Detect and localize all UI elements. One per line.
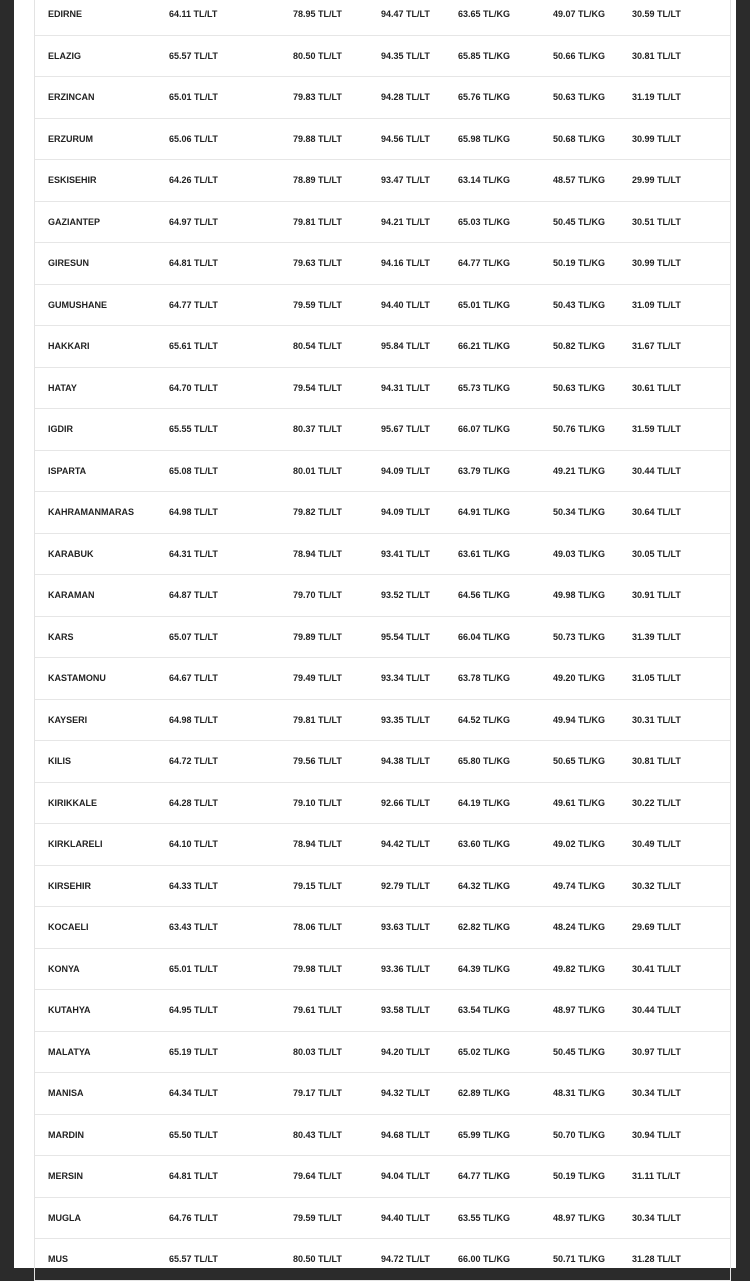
table-row [35, 368, 730, 410]
price-cell: 79.49 TL/LT [293, 673, 342, 684]
price-cell: 49.98 TL/KG [553, 590, 606, 601]
price-cell: 79.81 TL/LT [293, 216, 342, 227]
price-cell: 50.76 TL/KG [553, 424, 606, 435]
price-cell: 65.57 TL/LT [169, 1254, 218, 1265]
price-cell: 64.87 TL/LT [169, 590, 218, 601]
price-cell: 80.03 TL/LT [293, 1046, 342, 1057]
price-cell: 65.06 TL/LT [169, 133, 218, 144]
price-cell: 64.77 TL/KG [458, 1171, 511, 1182]
price-cell: 49.21 TL/KG [553, 465, 606, 476]
city-cell: MERSIN [48, 1171, 84, 1182]
price-cell: 79.81 TL/LT [293, 714, 342, 725]
price-cell: 30.61 TL/LT [632, 382, 681, 393]
table-row [35, 1198, 730, 1240]
price-cell: 50.66 TL/KG [553, 50, 606, 61]
price-cell: 30.81 TL/LT [632, 50, 681, 61]
table-row [35, 990, 730, 1032]
price-cell: 64.98 TL/LT [169, 714, 218, 725]
price-cell: 94.21 TL/LT [381, 216, 430, 227]
price-cell: 79.70 TL/LT [293, 590, 342, 601]
price-cell: 78.06 TL/LT [293, 922, 342, 933]
price-cell: 79.63 TL/LT [293, 258, 342, 269]
price-cell: 65.85 TL/KG [458, 50, 511, 61]
table-row [35, 700, 730, 742]
price-cell: 50.19 TL/KG [553, 1171, 606, 1182]
price-cell: 63.79 TL/KG [458, 465, 511, 476]
price-cell: 49.07 TL/KG [553, 9, 606, 20]
price-cell: 64.39 TL/KG [458, 963, 511, 974]
price-cell: 92.66 TL/LT [381, 797, 430, 808]
price-cell: 64.33 TL/LT [169, 880, 218, 891]
price-cell: 94.31 TL/LT [381, 382, 430, 393]
price-cell: 65.19 TL/LT [169, 1046, 218, 1057]
price-cell: 80.43 TL/LT [293, 1129, 342, 1140]
price-cell: 93.58 TL/LT [381, 1005, 430, 1016]
price-cell: 66.00 TL/KG [458, 1254, 511, 1265]
price-cell: 64.26 TL/LT [169, 175, 218, 186]
price-cell: 49.74 TL/KG [553, 880, 606, 891]
price-cell: 30.99 TL/LT [632, 258, 681, 269]
price-cell: 49.94 TL/KG [553, 714, 606, 725]
price-cell: 93.34 TL/LT [381, 673, 430, 684]
price-cell: 49.82 TL/KG [553, 963, 606, 974]
city-cell: HATAY [48, 382, 77, 393]
price-cell: 30.81 TL/LT [632, 756, 681, 767]
price-cell: 50.45 TL/KG [553, 216, 606, 227]
price-cell: 49.61 TL/KG [553, 797, 606, 808]
price-cell: 64.81 TL/LT [169, 258, 218, 269]
table-row [35, 0, 730, 36]
price-cell: 93.36 TL/LT [381, 963, 430, 974]
price-cell: 64.67 TL/LT [169, 673, 218, 684]
table-row [35, 949, 730, 991]
price-cell: 79.98 TL/LT [293, 963, 342, 974]
price-cell: 30.97 TL/LT [632, 1046, 681, 1057]
table-row [35, 160, 730, 202]
price-cell: 63.78 TL/KG [458, 673, 511, 684]
price-cell: 65.02 TL/KG [458, 1046, 511, 1057]
price-cell: 64.34 TL/LT [169, 1088, 218, 1099]
price-cell: 94.68 TL/LT [381, 1129, 430, 1140]
price-cell: 65.01 TL/LT [169, 92, 218, 103]
price-cell: 80.50 TL/LT [293, 50, 342, 61]
price-cell: 66.07 TL/KG [458, 424, 511, 435]
price-cell: 48.57 TL/KG [553, 175, 606, 186]
price-cell: 62.82 TL/KG [458, 922, 511, 933]
table-row [35, 492, 730, 534]
price-cell: 31.09 TL/LT [632, 299, 681, 310]
price-cell: 94.04 TL/LT [381, 1171, 430, 1182]
table-row [35, 617, 730, 659]
price-cell: 66.21 TL/KG [458, 341, 511, 352]
price-cell: 63.60 TL/KG [458, 839, 511, 850]
table-row [35, 866, 730, 908]
city-cell: MALATYA [48, 1046, 91, 1057]
table-row [35, 783, 730, 825]
city-cell: ESKISEHIR [48, 175, 97, 186]
price-cell: 49.20 TL/KG [553, 673, 606, 684]
price-cell: 65.01 TL/KG [458, 299, 511, 310]
price-cell: 79.54 TL/LT [293, 382, 342, 393]
table-row [35, 326, 730, 368]
city-cell: KOCAELI [48, 922, 89, 933]
price-cell: 79.82 TL/LT [293, 507, 342, 518]
price-cell: 65.03 TL/KG [458, 216, 511, 227]
price-cell: 80.37 TL/LT [293, 424, 342, 435]
price-cell: 79.88 TL/LT [293, 133, 342, 144]
price-cell: 93.35 TL/LT [381, 714, 430, 725]
price-cell: 94.42 TL/LT [381, 839, 430, 850]
table-row [35, 907, 730, 949]
price-cell: 65.61 TL/LT [169, 341, 218, 352]
price-cell: 63.61 TL/KG [458, 548, 511, 559]
price-cell: 79.10 TL/LT [293, 797, 342, 808]
city-cell: ERZINCAN [48, 92, 95, 103]
price-cell: 64.70 TL/LT [169, 382, 218, 393]
price-cell: 79.89 TL/LT [293, 631, 342, 642]
price-cell: 93.47 TL/LT [381, 175, 430, 186]
table-row [35, 451, 730, 493]
city-cell: ISPARTA [48, 465, 87, 476]
city-cell: KILIS [48, 756, 72, 767]
price-cell: 50.70 TL/KG [553, 1129, 606, 1140]
price-cell: 65.57 TL/LT [169, 50, 218, 61]
price-cell: 30.44 TL/LT [632, 1005, 681, 1016]
city-cell: GAZIANTEP [48, 216, 101, 227]
price-cell: 31.11 TL/LT [632, 1171, 681, 1182]
fuel-price-table [34, 0, 731, 1281]
price-cell: 64.77 TL/KG [458, 258, 511, 269]
price-cell: 64.72 TL/LT [169, 756, 218, 767]
price-cell: 65.55 TL/LT [169, 424, 218, 435]
city-cell: KASTAMONU [48, 673, 106, 684]
price-cell: 30.94 TL/LT [632, 1129, 681, 1140]
price-cell: 94.09 TL/LT [381, 465, 430, 476]
price-cell: 94.16 TL/LT [381, 258, 430, 269]
table-row [35, 119, 730, 161]
price-cell: 49.03 TL/KG [553, 548, 606, 559]
price-cell: 50.65 TL/KG [553, 756, 606, 767]
price-cell: 31.05 TL/LT [632, 673, 681, 684]
price-cell: 94.09 TL/LT [381, 507, 430, 518]
price-cell: 79.17 TL/LT [293, 1088, 342, 1099]
price-cell: 65.76 TL/KG [458, 92, 511, 103]
price-cell: 30.59 TL/LT [632, 9, 681, 20]
price-cell: 64.95 TL/LT [169, 1005, 218, 1016]
price-cell: 50.34 TL/KG [553, 507, 606, 518]
price-cell: 80.54 TL/LT [293, 341, 342, 352]
city-cell: MARDIN [48, 1129, 84, 1140]
price-cell: 94.56 TL/LT [381, 133, 430, 144]
table-row [35, 1115, 730, 1157]
table-row [35, 243, 730, 285]
price-cell: 94.35 TL/LT [381, 50, 430, 61]
price-cell: 30.22 TL/LT [632, 797, 681, 808]
price-cell: 94.32 TL/LT [381, 1088, 430, 1099]
price-cell: 64.76 TL/LT [169, 1212, 218, 1223]
price-cell: 64.97 TL/LT [169, 216, 218, 227]
price-cell: 79.56 TL/LT [293, 756, 342, 767]
price-cell: 94.40 TL/LT [381, 1212, 430, 1223]
price-cell: 63.55 TL/KG [458, 1212, 511, 1223]
price-cell: 80.01 TL/LT [293, 465, 342, 476]
price-cell: 94.47 TL/LT [381, 9, 430, 20]
price-cell: 63.54 TL/KG [458, 1005, 511, 1016]
table-row [35, 202, 730, 244]
table-row [35, 824, 730, 866]
city-cell: EDIRNE [48, 9, 83, 20]
city-cell: KIRSEHIR [48, 880, 92, 891]
price-cell: 94.20 TL/LT [381, 1046, 430, 1057]
price-cell: 50.68 TL/KG [553, 133, 606, 144]
price-cell: 50.71 TL/KG [553, 1254, 606, 1265]
price-cell: 29.99 TL/LT [632, 175, 681, 186]
table-row [35, 36, 730, 78]
price-cell: 65.80 TL/KG [458, 756, 511, 767]
price-cell: 63.14 TL/KG [458, 175, 511, 186]
price-cell: 64.28 TL/LT [169, 797, 218, 808]
city-cell: GIRESUN [48, 258, 90, 269]
price-cell: 48.97 TL/KG [553, 1005, 606, 1016]
price-cell: 31.59 TL/LT [632, 424, 681, 435]
table-row [35, 534, 730, 576]
price-cell: 30.91 TL/LT [632, 590, 681, 601]
price-cell: 50.43 TL/KG [553, 299, 606, 310]
price-cell: 50.73 TL/KG [553, 631, 606, 642]
price-cell: 79.64 TL/LT [293, 1171, 342, 1182]
price-cell: 78.89 TL/LT [293, 175, 342, 186]
city-cell: MUS [48, 1254, 68, 1265]
price-cell: 65.73 TL/KG [458, 382, 511, 393]
price-cell: 31.39 TL/LT [632, 631, 681, 642]
price-cell: 78.95 TL/LT [293, 9, 342, 20]
price-cell: 30.44 TL/LT [632, 465, 681, 476]
price-cell: 65.08 TL/LT [169, 465, 218, 476]
price-cell: 30.31 TL/LT [632, 714, 681, 725]
city-cell: GUMUSHANE [48, 299, 108, 310]
price-cell: 29.69 TL/LT [632, 922, 681, 933]
price-cell: 48.24 TL/KG [553, 922, 606, 933]
table-row [35, 741, 730, 783]
table-row [35, 575, 730, 617]
city-cell: MANISA [48, 1088, 84, 1099]
table-row [35, 658, 730, 700]
price-cell: 65.01 TL/LT [169, 963, 218, 974]
price-cell: 64.19 TL/KG [458, 797, 511, 808]
price-cell: 64.31 TL/LT [169, 548, 218, 559]
price-cell: 48.31 TL/KG [553, 1088, 606, 1099]
city-cell: KONYA [48, 963, 80, 974]
price-cell: 30.49 TL/LT [632, 839, 681, 850]
price-cell: 64.52 TL/KG [458, 714, 511, 725]
city-cell: MUGLA [48, 1212, 81, 1223]
price-cell: 65.07 TL/LT [169, 631, 218, 642]
table-row [35, 1156, 730, 1198]
city-cell: HAKKARI [48, 341, 90, 352]
price-cell: 50.63 TL/KG [553, 92, 606, 103]
price-cell: 95.54 TL/LT [381, 631, 430, 642]
price-cell: 64.81 TL/LT [169, 1171, 218, 1182]
price-cell: 62.89 TL/KG [458, 1088, 511, 1099]
price-cell: 64.91 TL/KG [458, 507, 511, 518]
price-cell: 79.59 TL/LT [293, 299, 342, 310]
city-cell: IGDIR [48, 424, 74, 435]
price-cell: 64.32 TL/KG [458, 880, 511, 891]
price-cell: 65.98 TL/KG [458, 133, 511, 144]
city-cell: KAHRAMANMARAS [48, 507, 134, 518]
price-cell: 50.19 TL/KG [553, 258, 606, 269]
price-cell: 49.02 TL/KG [553, 839, 606, 850]
price-cell: 64.98 TL/LT [169, 507, 218, 518]
city-cell: ERZURUM [48, 133, 93, 144]
price-cell: 66.04 TL/KG [458, 631, 511, 642]
city-cell: KARS [48, 631, 74, 642]
price-cell: 30.99 TL/LT [632, 133, 681, 144]
table-row [35, 285, 730, 327]
price-cell: 50.63 TL/KG [553, 382, 606, 393]
city-cell: KIRIKKALE [48, 797, 97, 808]
table-row [35, 1032, 730, 1074]
price-cell: 79.61 TL/LT [293, 1005, 342, 1016]
price-cell: 30.05 TL/LT [632, 548, 681, 559]
price-cell: 65.99 TL/KG [458, 1129, 511, 1140]
price-cell: 50.45 TL/KG [553, 1046, 606, 1057]
price-cell: 79.83 TL/LT [293, 92, 342, 103]
price-cell: 93.41 TL/LT [381, 548, 430, 559]
price-cell: 93.63 TL/LT [381, 922, 430, 933]
price-cell: 48.97 TL/KG [553, 1212, 606, 1223]
price-cell: 94.72 TL/LT [381, 1254, 430, 1265]
price-cell: 79.15 TL/LT [293, 880, 342, 891]
price-cell: 94.28 TL/LT [381, 92, 430, 103]
table-row [35, 409, 730, 451]
city-cell: KARABUK [48, 548, 94, 559]
price-cell: 63.43 TL/LT [169, 922, 218, 933]
price-cell: 64.77 TL/LT [169, 299, 218, 310]
price-cell: 30.34 TL/LT [632, 1212, 681, 1223]
table-row [35, 1239, 730, 1281]
price-cell: 95.67 TL/LT [381, 424, 430, 435]
price-cell: 50.82 TL/KG [553, 341, 606, 352]
price-cell: 63.65 TL/KG [458, 9, 511, 20]
page-content [14, 0, 736, 1268]
price-cell: 94.38 TL/LT [381, 756, 430, 767]
city-cell: KUTAHYA [48, 1005, 91, 1016]
price-cell: 92.79 TL/LT [381, 880, 430, 891]
price-cell: 64.10 TL/LT [169, 839, 218, 850]
price-cell: 79.59 TL/LT [293, 1212, 342, 1223]
price-cell: 30.34 TL/LT [632, 1088, 681, 1099]
price-cell: 64.11 TL/LT [169, 9, 218, 20]
city-cell: KIRKLARELI [48, 839, 103, 850]
price-cell: 31.19 TL/LT [632, 92, 681, 103]
price-cell: 30.32 TL/LT [632, 880, 681, 891]
price-cell: 93.52 TL/LT [381, 590, 430, 601]
price-cell: 30.64 TL/LT [632, 507, 681, 518]
price-cell: 78.94 TL/LT [293, 839, 342, 850]
city-cell: ELAZIG [48, 50, 81, 61]
price-cell: 30.51 TL/LT [632, 216, 681, 227]
price-cell: 65.50 TL/LT [169, 1129, 218, 1140]
price-cell: 31.28 TL/LT [632, 1254, 681, 1265]
price-cell: 30.41 TL/LT [632, 963, 681, 974]
price-cell: 31.67 TL/LT [632, 341, 681, 352]
city-cell: KAYSERI [48, 714, 88, 725]
price-cell: 78.94 TL/LT [293, 548, 342, 559]
table-row [35, 77, 730, 119]
price-cell: 94.40 TL/LT [381, 299, 430, 310]
table-row [35, 1073, 730, 1115]
price-cell: 95.84 TL/LT [381, 341, 430, 352]
price-cell: 64.56 TL/KG [458, 590, 511, 601]
price-cell: 80.50 TL/LT [293, 1254, 342, 1265]
city-cell: KARAMAN [48, 590, 95, 601]
